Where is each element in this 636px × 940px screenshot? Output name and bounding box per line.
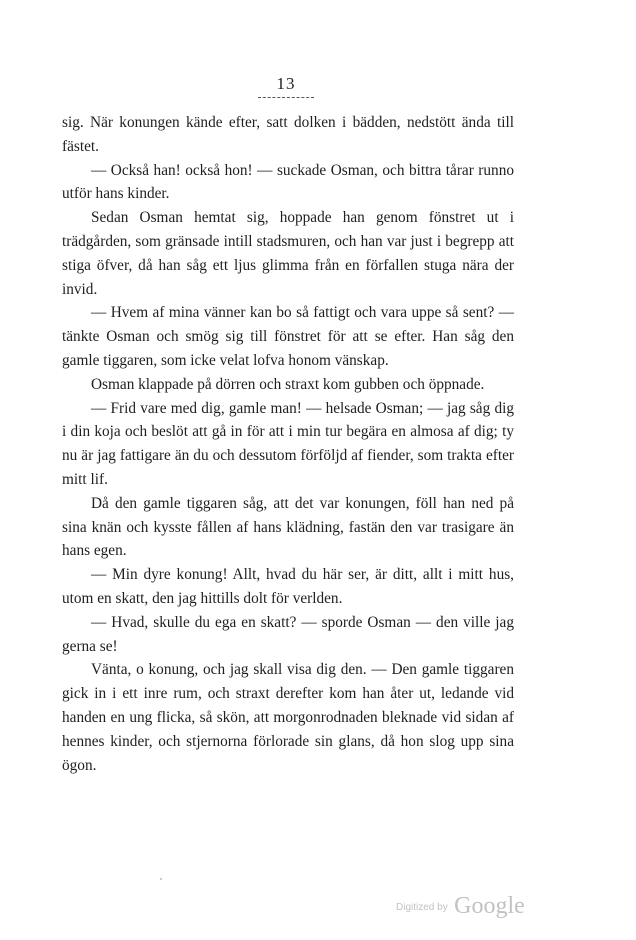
paragraph-8: — Min dyre konung! Allt, hvad du här ser, är ditt, allt i mitt hus, utom en skatt, den jag hittills dolt för verlden. xyxy=(62,566,514,607)
paragraph-1: sig. När konungen kände efter, satt dolken i bädden, nedstött ända till fästet. xyxy=(62,114,514,155)
paragraph-6: — Frid vare med dig, gamle man! — helsade Osman; — jag såg dig i din koja och beslöt att gå in för att i min tur begära en almosa af dig; ty nu är jag fattigare än du och dessutom förföljd af fiender, som trakta efter mitt lif. xyxy=(62,399,514,488)
paragraph-9: — Hvad, skulle du ega en skatt? — sporde Osman — den ville jag gerna se! xyxy=(62,613,514,655)
paragraph-3: Sedan Osman hemtat sig, hoppade han genom fönstret ut i trädgården, som gränsade intill stadsmuren, och han var just i begrepp att stiga öfver, då han såg ett ljus glimma från en förfallen stuga nära der invid. xyxy=(62,209,514,298)
stray-mark xyxy=(160,878,162,880)
paragraph-10: Vänta, o konung, och jag skall visa dig den. — Den gamle tiggaren gick in i ett inre rum, och straxt derefter kom han åter ut, ledande vid handen en ung flicka, så skön, att morgonrodnaden bleknade vid sidan af hennes kinder, och stjernorna förlorade sin glans, då hon slog upp sina ögon. xyxy=(62,661,514,774)
paragraph-5: Osman klappade på dörren och straxt kom gubben och öppnade. xyxy=(91,375,485,393)
page-number: 13 xyxy=(276,74,296,93)
paragraph-4: — Hvem af mina vänner kan bo så fattigt och vara uppe så sent? — tänkte Osman och smög sig till fönstret för att se efter. Han såg den gamle tiggaren, som icke velat lofva honom vänskap. xyxy=(62,304,514,369)
digitized-watermark xyxy=(396,893,525,920)
watermark-prefix: Digitized by xyxy=(396,902,448,913)
paragraph-2: — Också han! också hon! — suckade Osman, och bittra tårar runno utför hans kinder. xyxy=(62,161,514,203)
page-number-rule xyxy=(258,97,314,98)
paragraph-7: Då den gamle tiggaren såg, att det var konungen, föll han ned på sina knän och kysste fållen af hans klädning, fastän den var trasigare än hans egen. xyxy=(62,494,514,560)
text-block xyxy=(62,111,514,777)
watermark-brand: Google xyxy=(454,893,525,919)
